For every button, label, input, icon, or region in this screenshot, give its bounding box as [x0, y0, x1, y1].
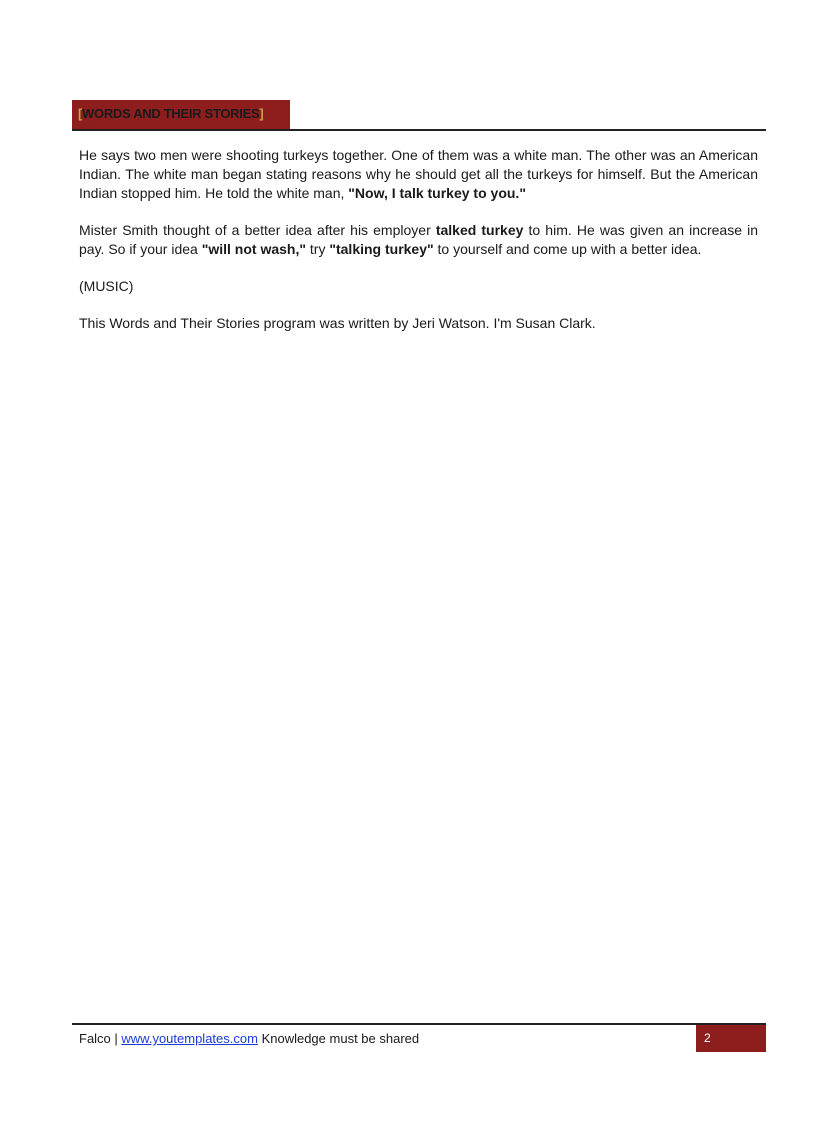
header-title-text: WORDS AND THEIR STORIES — [82, 106, 260, 121]
footer-divider — [72, 1023, 766, 1025]
footer-text — [79, 1031, 419, 1046]
paragraph-2-text-e: try — [306, 241, 330, 257]
footer-link[interactable]: www.youtemplates.com — [121, 1031, 258, 1046]
paragraph-1-bold-quote: "Now, I talk turkey to you." — [348, 185, 526, 201]
footer-tagline: Knowledge must be shared — [257, 1031, 420, 1046]
paragraph-1-text: He says two men were shooting turkeys together. One of them was a white man. The other was an American Indian. The white man began stating reasons why he should get all the turkeys for himself. But the American Indian stopped him. He told the white man, — [79, 147, 758, 201]
paragraph-1 — [79, 146, 758, 203]
paragraph-closing: This Words and Their Stories program was written by Jeri Watson. I'm Susan Clark. — [79, 315, 596, 331]
paragraph-music: (MUSIC) — [79, 278, 134, 294]
header-bracket-close: ] — [259, 106, 264, 121]
header-divider — [72, 129, 766, 131]
paragraph-2-text-a: Mister Smith thought of a better idea after his employer — [79, 222, 436, 238]
header-bracket-open: [ — [78, 106, 83, 121]
paragraph-2-text-g: to yourself and come up with a better idea. — [433, 241, 702, 257]
footer-author: Falco | — [79, 1031, 122, 1046]
page-number: 2 — [704, 1031, 711, 1045]
page-number-box — [696, 1025, 766, 1052]
section-header-title — [78, 106, 263, 121]
paragraph-2-bold-talked-turkey: talked turkey — [435, 222, 524, 238]
paragraph-2-text-c: to him. He was given an increase in pay. So if your idea — [79, 222, 758, 257]
paragraph-2-bold-will-not-wash: "will not wash," — [201, 241, 306, 257]
body-text — [79, 146, 758, 351]
paragraph-2-bold-talking-turkey: "talking turkey" — [329, 241, 434, 257]
paragraph-2 — [79, 221, 758, 259]
